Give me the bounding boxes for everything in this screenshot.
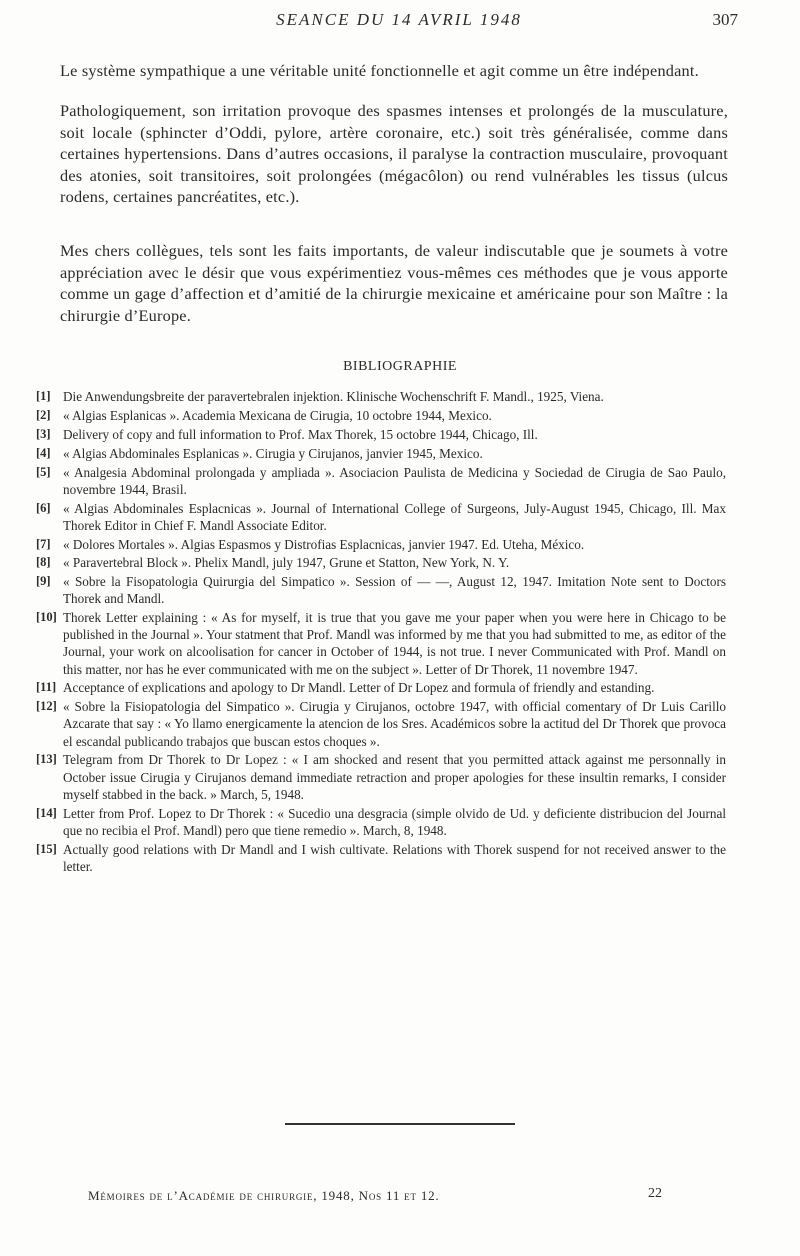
bibliography-entry: [36, 536, 726, 553]
entry-number: [12]: [36, 699, 57, 714]
bibliography-entry: [36, 426, 726, 443]
bibliography-list: [36, 388, 726, 876]
entry-number: [6]: [36, 500, 51, 515]
entry-text: « Sobre la Fisopatologia Quirurgia del Simpatico ». Session of — —, August 12, 1947. Imitation Note sent to Doctors Thorek and Mandl.: [63, 574, 726, 607]
entry-text: Letter from Prof. Lopez to Dr Thorek : « Sucedio una desgracia (simple olvido de Ud. y deficiente distribucion del Journal que no recibia el Prof. Mandl) pero que tiene remedio ». March, 8, 1948.: [63, 805, 726, 838]
paragraph-3: Mes chers collègues, tels sont les faits importants, de valeur indiscutable que je soumets à votre appréciation avec le désir que vous expérimentiez vous-mêmes ces méthodes que je vous apporte comme un gage d’affection et d’amitié de la chirurgie mexicaine et américaine pour son Maître : la chirurgie d’Europe.: [60, 241, 728, 325]
running-title: SEANCE DU 14 AVRIL 1948: [276, 10, 522, 29]
entry-number: [1]: [36, 389, 51, 403]
footer-rule: [285, 1123, 515, 1125]
page-number: 307: [712, 10, 738, 29]
entry-number: [11]: [36, 680, 57, 695]
entry-text: Telegram from Dr Thorek to Dr Lopez : « I am shocked and resent that you permitted attack against me personnally in October issue Cirugia y Cirujanos demand immediate retraction and proper apologies for these insultin remarks, I consider myself stabbed in the back. » March, 5, 1948.: [63, 752, 726, 802]
bibliography-entry: [36, 407, 726, 424]
signature-number: 22: [648, 1186, 662, 1201]
entry-number: [3]: [36, 426, 51, 441]
bibliography-heading: BIBLIOGRAPHIE: [343, 359, 457, 374]
entry-text: « Algias Abdominales Esplacnicas ». Journal of International College of Surgeons, July-August 1945, Chicago, Ill. Max Thorek Editor in Chief F. Mandl Associate Editor.: [63, 500, 726, 533]
bibliography-entry: [36, 464, 726, 498]
entry-number: [10]: [36, 610, 57, 625]
journal-footer: Mémoires de l’Académie de chirurgie, 1948, Nos 11 et 12.: [88, 1188, 440, 1203]
bibliography-entry: [36, 554, 726, 571]
entry-text: « Algias Esplanicas ». Academia Mexicana de Cirugia, 10 octobre 1944, Mexico.: [63, 407, 492, 423]
bibliography-entry: [36, 609, 726, 677]
entry-number: [14]: [36, 805, 57, 820]
bibliography-entry: [36, 388, 726, 405]
entry-number: [2]: [36, 407, 51, 422]
entry-text: Acceptance of explications and apology to Dr Mandl. Letter of Dr Lopez and formula of friendly and estanding.: [63, 680, 655, 696]
bibliography-entry: [36, 573, 726, 607]
bibliography-entry: [36, 679, 726, 696]
entry-number: [8]: [36, 555, 51, 570]
entry-text: « Paravertebral Block ». Phelix Mandl, july 1947, Grune et Statton, New York, N. Y.: [63, 555, 510, 571]
bibliography-entry: [36, 445, 726, 462]
entry-number: [7]: [36, 536, 51, 551]
entry-text: « Dolores Mortales ». Algias Espasmos y Distrofias Esplacnicas, janvier 1947. Ed. Uteha, México.: [63, 536, 585, 552]
entry-text: Delivery of copy and full information to Prof. Max Thorek, 15 octobre 1944, Chicago, Ill.: [63, 426, 538, 442]
bibliography-entry: [36, 698, 726, 749]
entry-text: « Sobre la Fisiopatologia del Simpatico ». Cirugia y Cirujanos, octobre 1947, with official comentary of Dr Luis Carillo Azcarate that say : « Yo llamo energicamente la atencion de los Sres. Académicos sobre la actitud del Dr Thorek que provoca el escandal publicando trabajos que buscan estos choques ».: [63, 699, 726, 749]
paragraph-1: Le système sympathique a une véritable unité fonctionnelle et agit comme un être indépendant.: [60, 61, 699, 80]
entry-text: « Analgesia Abdominal prolongada y ampliada ». Asociacion Paulista de Medicina y Sociedad de Cirugia de Sao Paulo, novembre 1944, Brasil.: [63, 464, 726, 497]
bibliography-entry: [36, 751, 726, 802]
paragraph-2: Pathologiquement, son irritation provoque des spasmes intenses et prolongés de la musculature, soit locale (sphincter d’Oddi, pylore, artère coronaire, etc.) soit très généralisée, comme dans certaines hypertensions. Dans d’autres occasions, il paralyse la contraction musculaire, provoquant des atonies, soit transitoires, soit prolongées (mégacôlon) ou rend vulnérables les tissus (ulcus rodens, certaines pancréatites, etc.).: [60, 101, 728, 206]
entry-number: [4]: [36, 445, 51, 460]
entry-number: [15]: [36, 841, 57, 856]
entry-number: [13]: [36, 752, 57, 767]
bibliography-entry: [36, 500, 726, 534]
bibliography-entry: [36, 805, 726, 839]
entry-text: Die Anwendungsbreite der paravertebralen injektion. Klinische Wochenschrift F. Mandl., 1925, Viena.: [63, 389, 604, 404]
running-header: [60, 10, 738, 36]
entry-number: [9]: [36, 574, 51, 589]
bibliography-entry: [36, 841, 726, 875]
entry-text: Thorek Letter explaining : « As for myself, it is true that you gave me your paper when you were here in Chicago to be published in the Journal ». Your statment that Prof. Mandl was informed by me that you had submitted to me, as editor of the Journal, your work on alcoolisation for cancer in October of 1944, is not true. I never Communicated with Prof. Mandl on this matter, nor has he ever communicated with me on the subject ». Letter of Dr Thorek, 11 novembre 1947.: [63, 610, 726, 677]
entry-text: Actually good relations with Dr Mandl and I wish cultivate. Relations with Thorek suspend for not received answer to the letter.: [63, 841, 726, 874]
entry-text: « Algias Abdominales Esplanicas ». Cirugia y Cirujanos, janvier 1945, Mexico.: [63, 445, 483, 461]
entry-number: [5]: [36, 464, 51, 479]
